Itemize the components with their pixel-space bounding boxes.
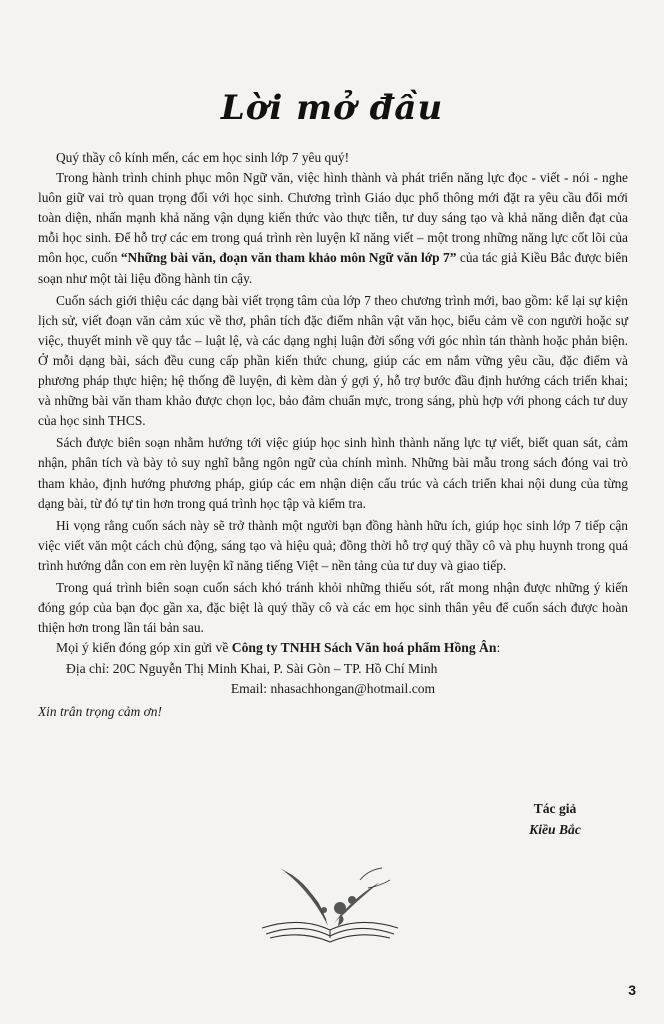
book-title: “Những bài văn, đoạn văn tham khảo môn Ngữ văn lớp 7” <box>120 250 457 266</box>
paragraph-4: Hi vọng rằng cuốn sách này sẽ trở thành một người bạn đồng hành hữu ích, giúp học sinh lớp 7 tiếp cận việc viết văn một cách chủ động, sáng tạo và hiệu quả; đồng thời hỗ trợ quý thầy cô và phụ huynh trong quá trình hướng dẫn con em rèn luyện kĩ năng tiếng Việt – nền tảng của tư duy và giao tiếp. <box>38 517 628 573</box>
greeting: Quý thầy cô kính mến, các em học sinh lớp 7 yêu quý! <box>56 150 350 165</box>
contact-colon: : <box>496 640 501 656</box>
paragraph-2: Cuốn sách giới thiệu các dạng bài viết trọng tâm của lớp 7 theo chương trình mới, bao gồm: kể lại sự kiện lịch sử, viết đoạn văn cảm xúc về thơ, phân tích đặc điểm nhân vật văn học, biểu cảm về con người hoặc sự việc, thuyết minh về quy tắc – luật lệ, và các dạng nghị luận đời sống với góc nhìn tán thành hoặc phản biện. Ở mỗi dạng bài, sách đều cung cấp phần kiến thức chung, giúp các em nắm vững yêu cầu, đặc điểm và phương pháp thực hiện; hệ thống đề luyện, đi kèm dàn ý gợi ý, hỗ trợ bước đầu định hướng cách triển khai; và những bài văn tham khảo được chọn lọc, bảo đảm chuẩn mực, trong sáng, phù hợp với phong cách tư duy của học sinh THCS. <box>38 292 628 429</box>
contact-email: Email: nhasachhongan@hotmail.com <box>230 681 436 697</box>
page-number: 3 <box>628 982 636 998</box>
paragraph-1-post: của tác giả Kiều Bắc được biên soạn như một tài liệu đồng hành tin cậy. <box>38 250 628 286</box>
contact-address: Địa chỉ: 20C Nguyễn Thị Minh Khai, P. Sài Gòn – TP. Hồ Chí Minh <box>66 660 438 676</box>
contact-block <box>38 638 628 700</box>
author-role: Tác giả <box>533 801 577 816</box>
author-name: Kiều Bắc <box>529 822 581 837</box>
contact-pre: Mọi ý kiến đóng góp xin gửi về <box>56 640 232 656</box>
paragraph-3: Sách được biên soạn nhằm hướng tới việc giúp học sinh hình thành năng lực tự viết, biết quan sát, cảm nhận, phân tích và bày tỏ suy nghĩ bằng ngôn ngữ của chính mình. Những bài mẫu trong sách đóng vai trò tham khảo, định hướng phương pháp, giúp các em nhận diện cấu trúc và cách triển khai nội dung của từng dạng bài, từ đó tự tin hơn trong quá trình học tập và kiểm tra. <box>38 435 628 511</box>
company-name: Công ty TNHH Sách Văn hoá phẩm Hồng Ân <box>231 640 497 656</box>
quill-book-ornament-icon <box>240 850 420 950</box>
body-text <box>38 148 628 722</box>
author-block <box>500 798 610 840</box>
contact-line <box>38 638 628 659</box>
page-title: Lời mở đầu <box>220 88 444 128</box>
paragraph-1 <box>38 168 628 289</box>
paragraph-1-pre: Trong hành trình chinh phục môn Ngữ văn, việc hình thành và phát triển năng lực đọc - viết - nói - nghe luôn giữ vai trò quan trọng đối với học sinh. Chương trình Giáo dục phổ thông mới đặt ra yêu cầu đổi mới toàn diện, nhấn mạnh khả năng vận dụng kiến thức vào thực tiễn, tư duy sáng tạo và khả năng diễn đạt của mỗi học sinh. Để hỗ trợ các em trong quá trình rèn luyện kĩ năng viết – một trong những năng lực cốt lõi của môn học, cuốn <box>38 170 628 266</box>
thanks-line: Xin trân trọng cảm ơn! <box>38 703 162 719</box>
paragraph-5: Trong quá trình biên soạn cuốn sách khó tránh khỏi những thiếu sót, rất mong nhận được những ý kiến đóng góp của bạn đọc gần xa, đặc biệt là quý thầy cô và các em học sinh thân yêu để cuốn sách được hoàn thiện hơn trong lần tái bản sau. <box>38 579 628 636</box>
